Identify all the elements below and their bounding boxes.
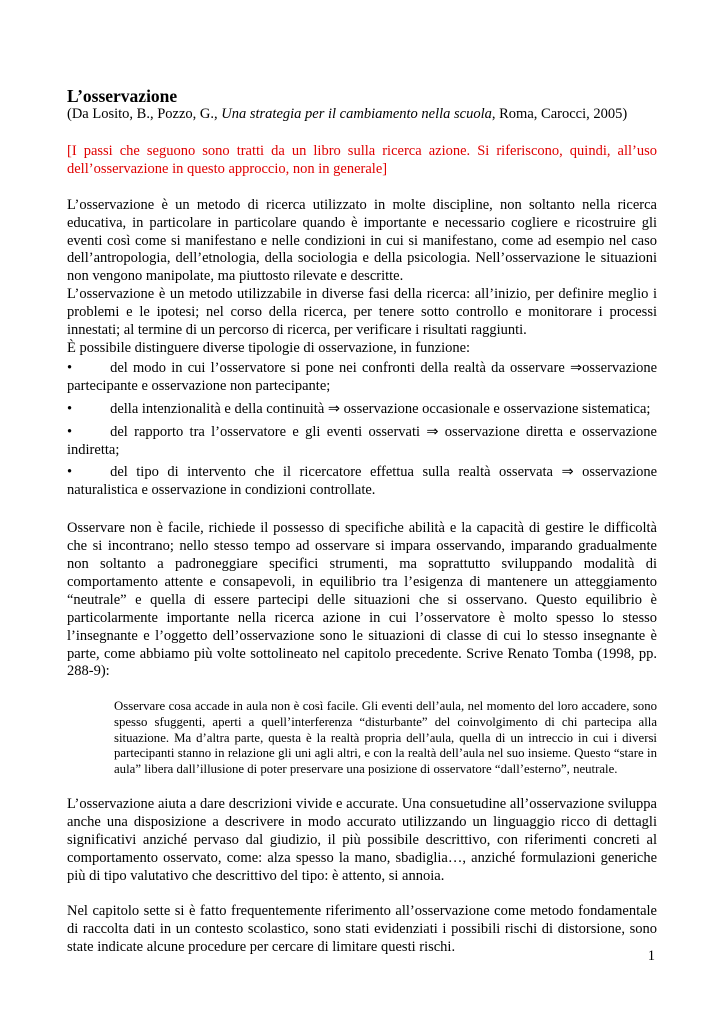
list-item-text: del tipo di intervento che il ricercatore effettua sulla realtà osservata ⇒ osservazione naturalistica e osservazione in condizioni controllate. [67, 464, 657, 499]
page-title: L’osservazione [67, 86, 178, 106]
citation-suffix: , Roma, Carocci, 2005) [491, 106, 628, 122]
paragraph-1: L’osservazione è un metodo di ricerca utilizzato in molte discipline, non soltanto nella ricerca educativa, in particolare in particolare quando è importante e necessario cogliere e ricostruire gli eventi così come si manifestano e nelle condizioni in cui si manifestano, come ad esempio nel caso dell’antropologia, dell’etnologia, della sociologia e della psicologia. Nell’osservazione le situazioni non vengono manipolate, ma piuttosto rilevate e descritte. [67, 196, 657, 285]
bullet-symbol: • [67, 464, 73, 481]
citation [67, 106, 657, 124]
bullet-symbol: • [67, 400, 73, 417]
list-item-text: del modo in cui l’osservatore si pone nei confronti della realtà da osservare ⇒osservazione partecipante e osservazione non partecipante; [67, 359, 657, 394]
paragraph-3: È possibile distinguere diverse tipologie di osservazione, in funzione: [67, 339, 471, 356]
bullet-symbol: • [67, 423, 73, 440]
editor-note: [I passi che seguono sono tratti da un libro sulla ricerca azione. Si riferiscono, quindi, all’uso dell’osservazione in questo approccio, non in generale] [67, 142, 657, 177]
paragraph-5: L’osservazione aiuta a dare descrizioni vivide e accurate. Una consuetudine all’osservazione sviluppa anche una disposizione a descrivere in modo accurato utilizzando un linguaggio ricco di dettagli significativi anziché pervaso dal giudizio, il più possibile descrittivo, con riferimenti concreti al comportamento osservato, come: alza spesso la mano, sbadiglia…, anziché formulazioni generiche più di tipo valutativo che descrittivo del tipo: è attento, si annoia. [67, 795, 657, 884]
list-item [67, 464, 657, 500]
paragraph-4: Osservare non è facile, richiede il possesso di specifiche abilità e la capacità di gestire le difficoltà che si incontrano; nello stesso tempo ad osservare si impara osservando, imparando gradualmente non soltanto a padroneggiare specifici strumenti, ma soprattutto sviluppando modalità di comportamento attente e consapevoli, in equilibrio tra l’esigenza di mantenere un atteggiamento “neutrale” e quella di essere partecipi delle situazioni che si osservano. Questo equilibrio è particolarmente importante nella ricerca azione in cui l’osservatore è molto spesso lo stesso l’insegnante e l’oggetto dell’osservazione sono le situazioni di classe di cui lo stesso insegnante è parte, come abbiamo più volte sottolineato nel capitolo precedente. Scrive Renato Tomba (1998, pp. 288-9): [67, 520, 657, 680]
observation-types-list [67, 360, 657, 500]
page-number: 1 [647, 948, 655, 964]
bullet-symbol: • [67, 359, 73, 376]
paragraph-2: L’osservazione è un metodo utilizzabile in diverse fasi della ricerca: all’inizio, per definire meglio i problemi e le ipotesi; nel corso della ricerca, per tenere sotto controllo e monitorare i processi innestati; al termine di un percorso di ricerca, per verificare i risultati raggiunti. [67, 286, 657, 339]
citation-book-title: Una strategia per il cambiamento nella scuola [221, 106, 492, 122]
document-page [67, 86, 657, 957]
block-quote: Osservare cosa accade in aula non è così facile. Gli eventi dell’aula, nel momento del loro accadere, sono spesso sfuggenti, aperti a quell’interferenza “disturbante” del coinvolgimento di chi partecipa alla situazione. Ma d’altra parte, questa è la realtà propria dell’aula, quella di un intreccio in cui i diversi partecipanti stanno in relazione gli uni agli altri, e con la realtà dell’aula nel suo insieme. Questo “stare in aula” libera dall’illusione di poter preservare una posizione di osservatore “dall’esterno”, neutrale. [114, 699, 657, 777]
list-item [67, 424, 657, 460]
list-item [67, 360, 657, 396]
citation-prefix: (Da Losito, B., Pozzo, G., [67, 106, 222, 122]
list-item-text: della intenzionalità e della continuità ⇒ osservazione occasionale e osservazione sistematica; [110, 400, 651, 417]
list-item-text: del rapporto tra l’osservatore e gli eventi osservati ⇒ osservazione diretta e osservazione indiretta; [67, 423, 657, 458]
list-item [67, 401, 657, 419]
paragraph-6: Nel capitolo sette si è fatto frequentemente riferimento all’osservazione come metodo fondamentale di raccolta dati in un contesto scolastico, sono stati evidenziati i possibili rischi di distorsione, sono state indicate alcune procedure per cercare di limitare questi rischi. [67, 903, 657, 956]
